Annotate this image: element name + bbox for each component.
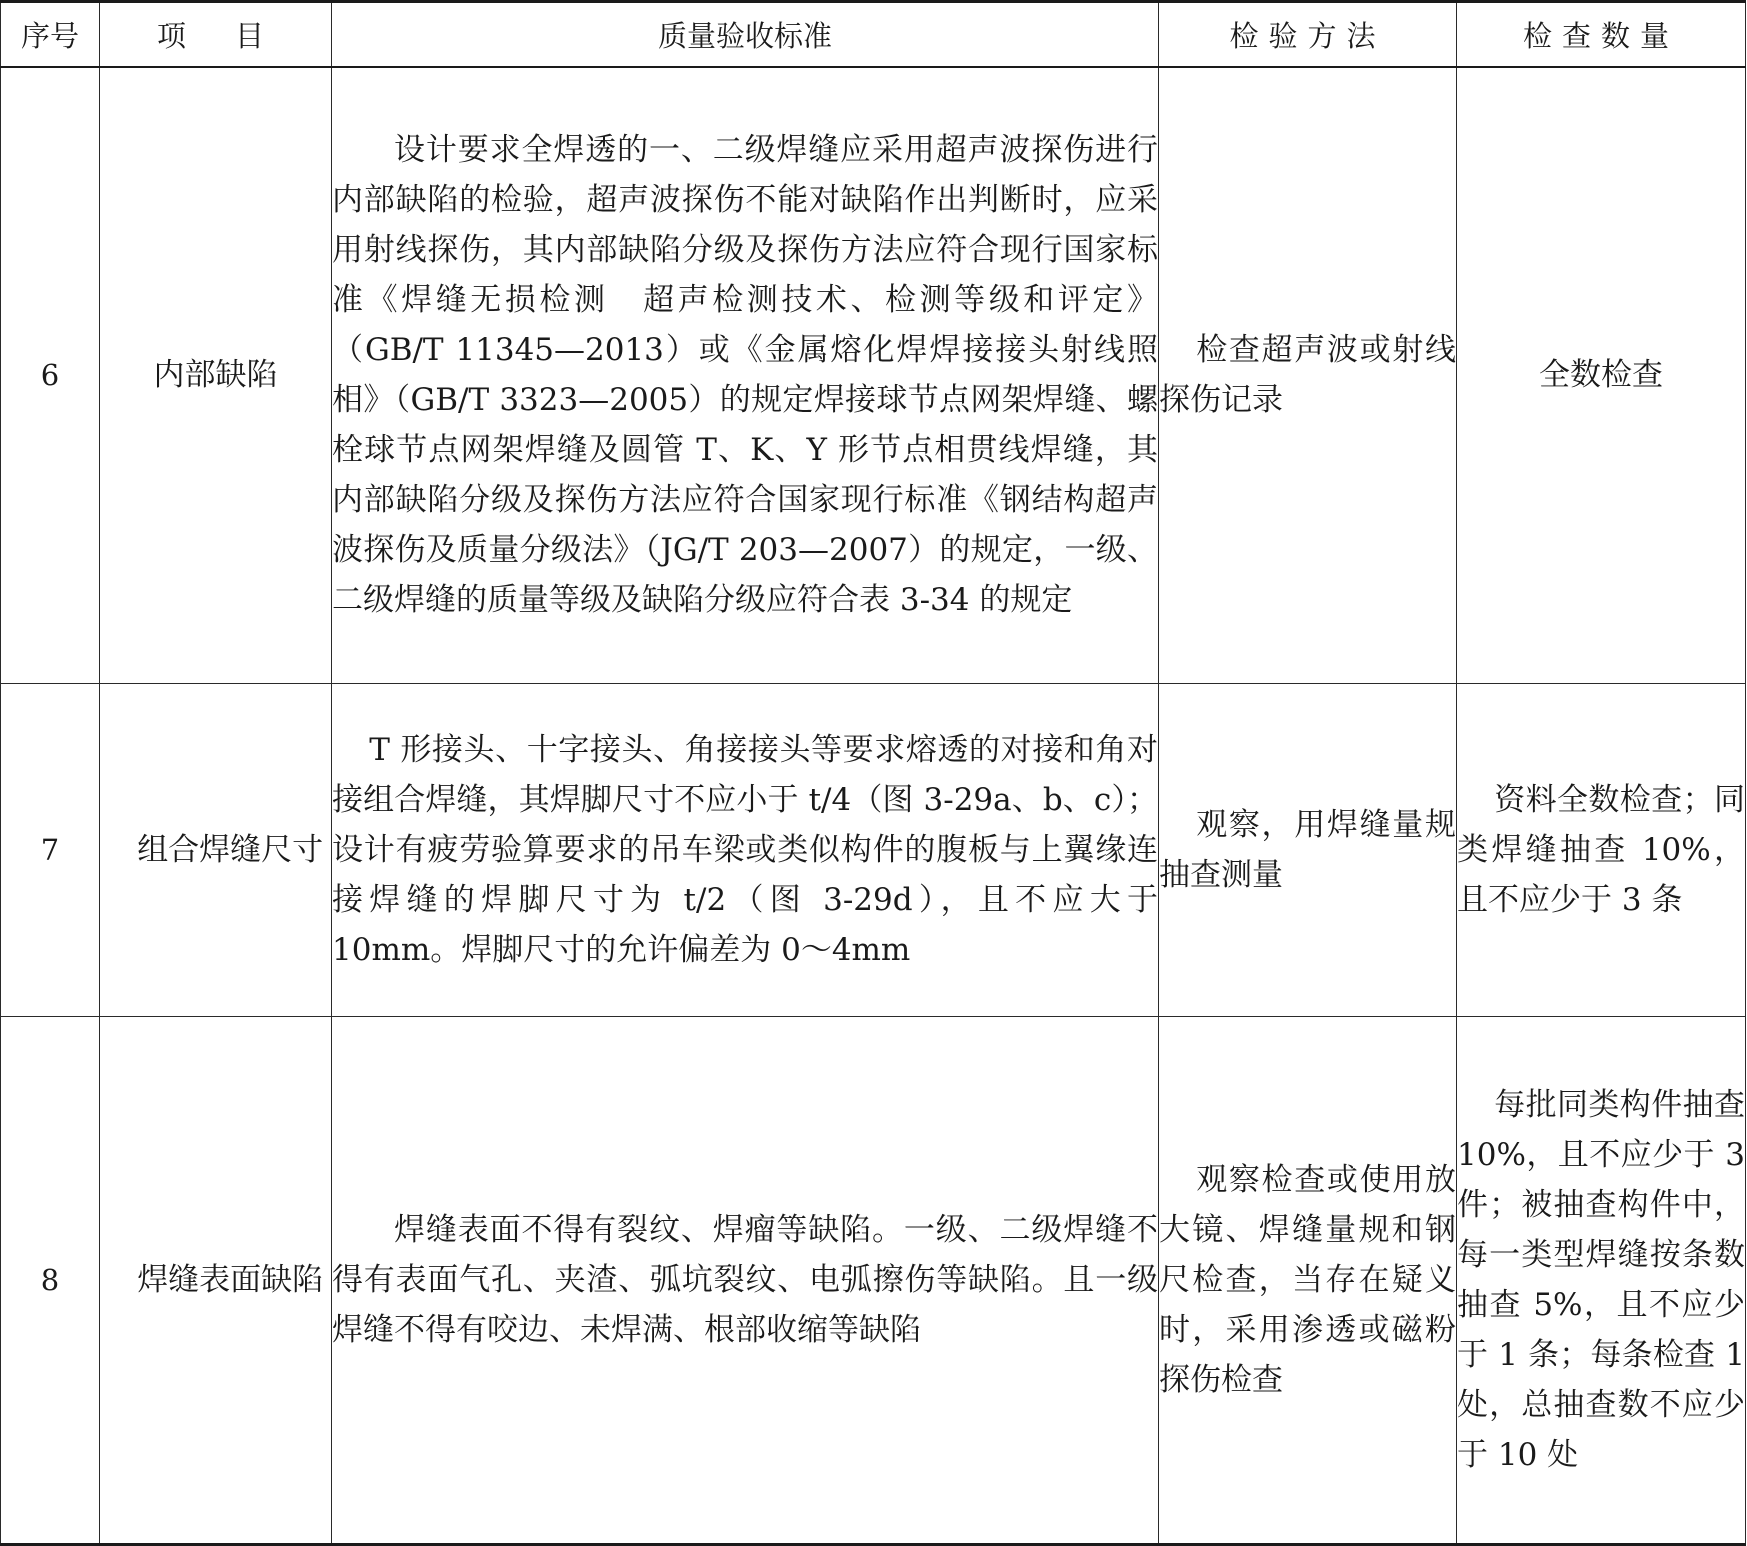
row-quantity [1457, 1017, 1746, 1545]
item-text: 组合焊缝尺寸 [137, 832, 324, 868]
row-seq: 8 [1, 1017, 100, 1545]
row-item [100, 1017, 332, 1545]
method-text: 观察，用焊缝量规抽查测量 [1159, 807, 1456, 893]
standard-text: 设计要求全焊透的一、二级焊缝应采用超声波探伤进行内部缺陷的检验，超声波探伤不能对缺陷作出判断时，应采用射线探伤，其内部缺陷分级及探伤方法应符合现行国家标准《焊缝无损检测 超声检测技术、检测等级和评定》（GB/T 11345—2013）或《金属熔化焊焊接接头射线照相》（GB/T 3323—2005）的规定焊接球节点网架焊缝、螺栓球节点网架焊缝及圆管 T、K、Y 形节点相贯线焊缝，其内部缺陷分级及探伤方法应符合国家现行标准《钢结构超声波探伤及质量分级法》（JG/T 203—2007）的规定，一级、二级焊缝的质量等级及缺陷分级应符合表 3-34 的规定 [332, 132, 1158, 619]
header-method: 检验方法 [1159, 2, 1457, 67]
item-text: 焊缝表面缺陷 [137, 1262, 324, 1298]
row-method [1159, 1017, 1457, 1545]
method-text: 观察检查或使用放大镜、焊缝量规和钢尺检查，当存在疑义时，采用渗透或磁粉探伤检查 [1159, 1162, 1456, 1398]
table-header [1, 2, 1746, 67]
header-quantity: 检查数量 [1457, 2, 1746, 67]
row-quantity: 全数检查 [1457, 67, 1746, 684]
quantity-text: 每批同类构件抽查 10%，且不应少于 3 件；被抽查构件中，每一类型焊缝按条数抽查 5%，且不应少于 1 条；每条检查 1 处，总抽查数不应少于 10 处 [1457, 1087, 1745, 1473]
quantity-text: 资料全数检查；同类焊缝抽查 10%，且不应少于 3 条 [1457, 782, 1745, 918]
header-standard: 质量验收标准 [332, 2, 1159, 67]
row-method [1159, 67, 1457, 684]
row-standard [332, 1017, 1159, 1545]
row-quantity [1457, 684, 1746, 1017]
row-method [1159, 684, 1457, 1017]
row-standard [332, 67, 1159, 684]
table-body [1, 67, 1746, 1545]
row-standard [332, 684, 1159, 1017]
standard-text: 焊缝表面不得有裂纹、焊瘤等缺陷。一级、二级焊缝不得有表面气孔、夹渣、弧坑裂纹、电弧擦伤等缺陷。且一级焊缝不得有咬边、未焊满、根部收缩等缺陷 [332, 1212, 1158, 1348]
row-item: 内部缺陷 [100, 67, 332, 684]
header-item: 项 目 [100, 2, 332, 67]
header-row [1, 2, 1746, 67]
table-row [1, 1017, 1746, 1545]
table-row [1, 684, 1746, 1017]
row-item [100, 684, 332, 1017]
standard-text: T 形接头、十字接头、角接接头等要求熔透的对接和角对接组合焊缝，其焊脚尺寸不应小于 t/4（图 3-29a、b、c）；设计有疲劳验算要求的吊车梁或类似构件的腹板与上翼缘连接焊缝的焊脚尺寸为 t/2（图 3-29d），且不应大于 10mm。焊脚尺寸的允许偏差为 0～4mm [332, 732, 1158, 968]
method-text: 检查超声波或射线探伤记录 [1159, 332, 1456, 419]
table-row [1, 67, 1746, 684]
row-seq: 6 [1, 67, 100, 684]
row-seq: 7 [1, 684, 100, 1017]
header-seq: 序号 [1, 2, 100, 67]
